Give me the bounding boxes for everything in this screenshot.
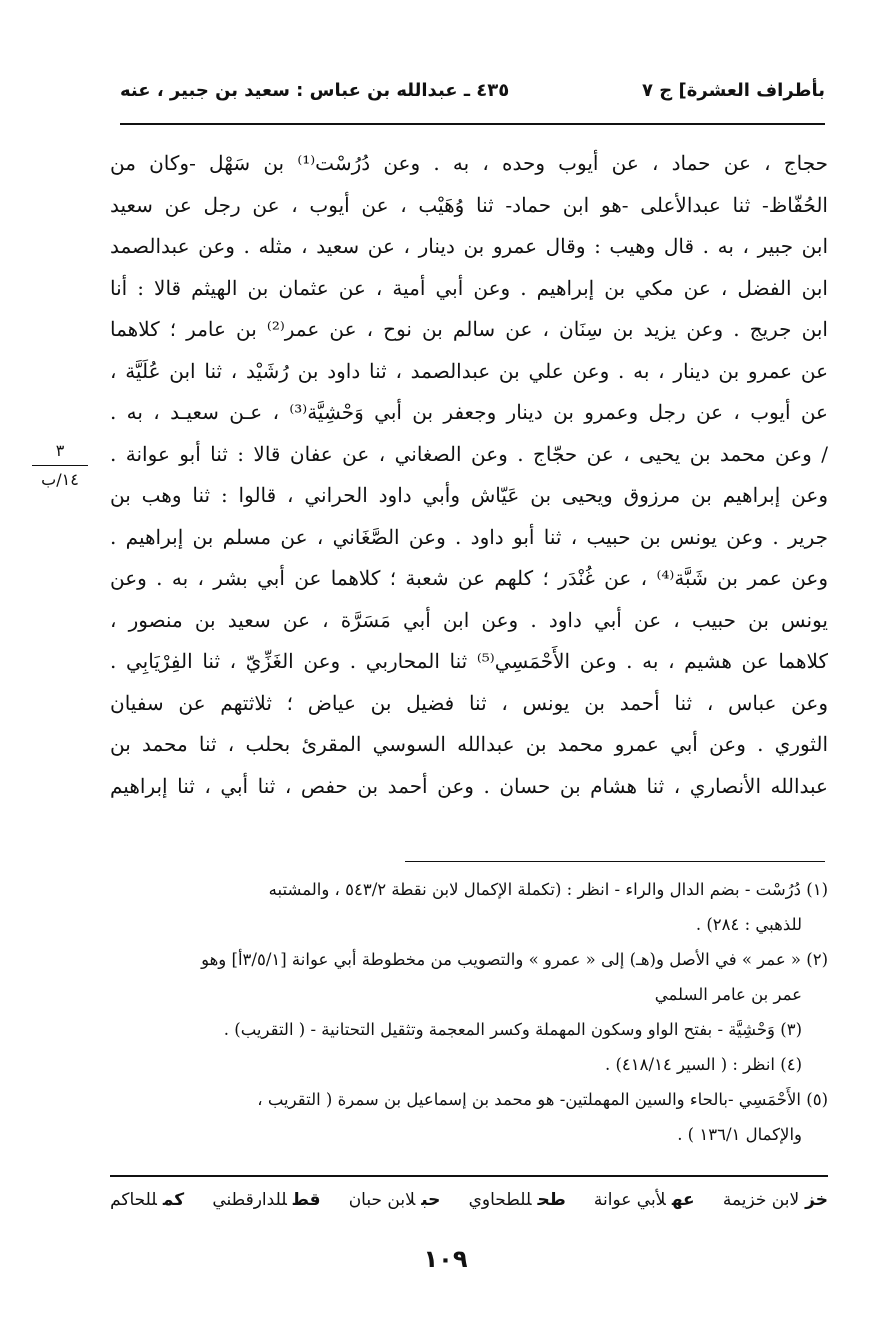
siglum-abu-awana: عهلأبي عوانة <box>593 1190 695 1210</box>
text-line: / وعن محمد بن يحيى ، عن حجّاج . وعن الصغاني ، عن عفان قالا : ثنا أبو عوانة . <box>110 441 828 466</box>
footnote-5-cont: والإكمال ١٣٦/١ ) . <box>677 1125 802 1144</box>
siglum-ibn-khuzayma: خزلابن خزيمة <box>722 1190 828 1210</box>
margin-note-divider <box>32 465 88 466</box>
margin-note-number: ٣ <box>55 441 65 460</box>
text-line: كلاهما عن هشيم ، به . وعن الأَحْمَسِي⁽⁵⁾ ثنا المحاربي . وعن الغَزِّيّ ، ثنا الفِرْيَابِي . <box>110 649 828 673</box>
page-number: ١٠٩ <box>423 1245 468 1273</box>
text-line: عبدالله الأنصاري ، ثنا هشام بن حسان . وعن أحمد بن حفص ، ثنا أبي ، ثنا إبراهيم <box>110 773 828 798</box>
siglum-ibn-hibban: حبلابن حبان <box>348 1190 441 1210</box>
footnote-separator <box>405 861 825 862</box>
text-line: الحُفّاظ- ثنا عبدالأعلى -هو ابن حماد- ثنا وُهَيْب ، عن أيوب ، عن رجل عن سعيد <box>110 192 828 217</box>
header-chapter-title: ٤٣٥ ـ عبدالله بن عباس : سعيد بن جبير ، عنه <box>120 80 510 101</box>
footnote-2: (٢) « عمر » في الأصل و(هـ) إلى « عمرو » والتصويب من مخطوطة أبي عوانة [٣/٥/١أ] وهو <box>201 950 828 969</box>
text-line: يونس بن حبيب ، عن أبي داود . وعن ابن أبي مَسَرَّة ، عن سعيد بن منصور ، <box>110 607 828 632</box>
footnote-1-cont: للذهبي : ٢٨٤) . <box>695 915 802 934</box>
siglum-tahawi: طحللطحاوي <box>468 1190 566 1210</box>
siglum-hakim: كمللحاكم <box>110 1190 185 1210</box>
text-line: حجاج ، عن حماد ، عن أيوب وحده ، به . وعن دُرُسْت⁽¹⁾ بن سَهْل -وكان من <box>110 151 828 175</box>
margin-note-folio: ١٤/ب <box>41 470 79 489</box>
footnote-5: (٥) الأَحْمَسِي -بالحاء والسين المهملتين- هو محمد بن إسماعيل بن سمرة ( التقريب ، <box>257 1090 828 1109</box>
footnote-2-cont: عمر بن عامر السلمي <box>654 985 802 1004</box>
running-header <box>120 80 825 116</box>
siglum-daraqutni: قطللدارقطني <box>212 1190 321 1210</box>
manuscript-folio-note <box>20 440 100 491</box>
footnote-4: (٤) انظر : ( السير ٤١٨/١٤) . <box>604 1055 802 1074</box>
header-volume-title: بأطراف العشرة] ج ٧ <box>642 80 825 101</box>
text-line: عن أيوب ، عن رجل وعمرو بن دينار وجعفر بن أبي وَحْشِيَّة⁽³⁾ ، عـن سعيـد ، به . <box>110 400 828 424</box>
main-text <box>110 143 828 807</box>
sigla-rule <box>110 1175 828 1177</box>
text-line: ابن الفضل ، عن مكي بن إبراهيم . وعن أبي أمية ، عن عثمان بن الهيثم قالا : أنا <box>110 275 828 300</box>
header-rule <box>120 123 825 125</box>
text-line: وعن إبراهيم بن مرزوق ويحيى بن عَيّاش وأبي داود الحراني ، قالوا : ثنا وهب بن <box>110 483 828 507</box>
sigla-legend <box>110 1190 828 1220</box>
text-line: وعن عباس ، ثنا أحمد بن يونس ، ثنا فضيل بن عياض ؛ ثلاثتهم عن سفيان <box>110 690 828 715</box>
text-line: جرير . وعن يونس بن حبيب ، ثنا أبو داود . وعن الصَّغَاني ، عن مسلم بن إبراهيم . <box>110 524 828 549</box>
footnotes <box>110 872 828 1152</box>
text-line: عن عمرو بن دينار ، به . وعن علي بن عبدالصمد ، ثنا داود بن رُشَيْد ، ثنا ابن عُلَيَّة ، <box>110 358 828 383</box>
text-line: ابن جبير ، به . قال وهيب : وقال عمرو بن دينار ، عن سعيد ، مثله . وعن عبدالصمد <box>110 234 828 258</box>
text-line: وعن عمر بن شَبَّة⁽⁴⁾ ، عن غُنْدَر ؛ كلهم عن شعبة ؛ كلاهما عن أبي بشر ، به . وعن <box>110 566 828 590</box>
text-line: ابن جريج . وعن يزيد بن سِنَان ، عن سالم بن نوح ، عن عمر⁽²⁾ بن عامر ؛ كلاهما <box>110 317 828 341</box>
footnote-3: (٣) وَحْشِيَّة - بفتح الواو وسكون المهملة وكسر المعجمة وتثقيل التحتانية - ( التقريب) . <box>223 1020 802 1039</box>
text-line: الثوري . وعن أبي عمرو محمد بن عبدالله السوسي المقرئ بحلب ، ثنا محمد بن <box>110 732 828 756</box>
footnote-1: (١) دُرُسْت - بضم الدال والراء - انظر : (تكملة الإكمال لابن نقطة ٥٤٣/٢ ، والمشتبه <box>268 880 828 899</box>
